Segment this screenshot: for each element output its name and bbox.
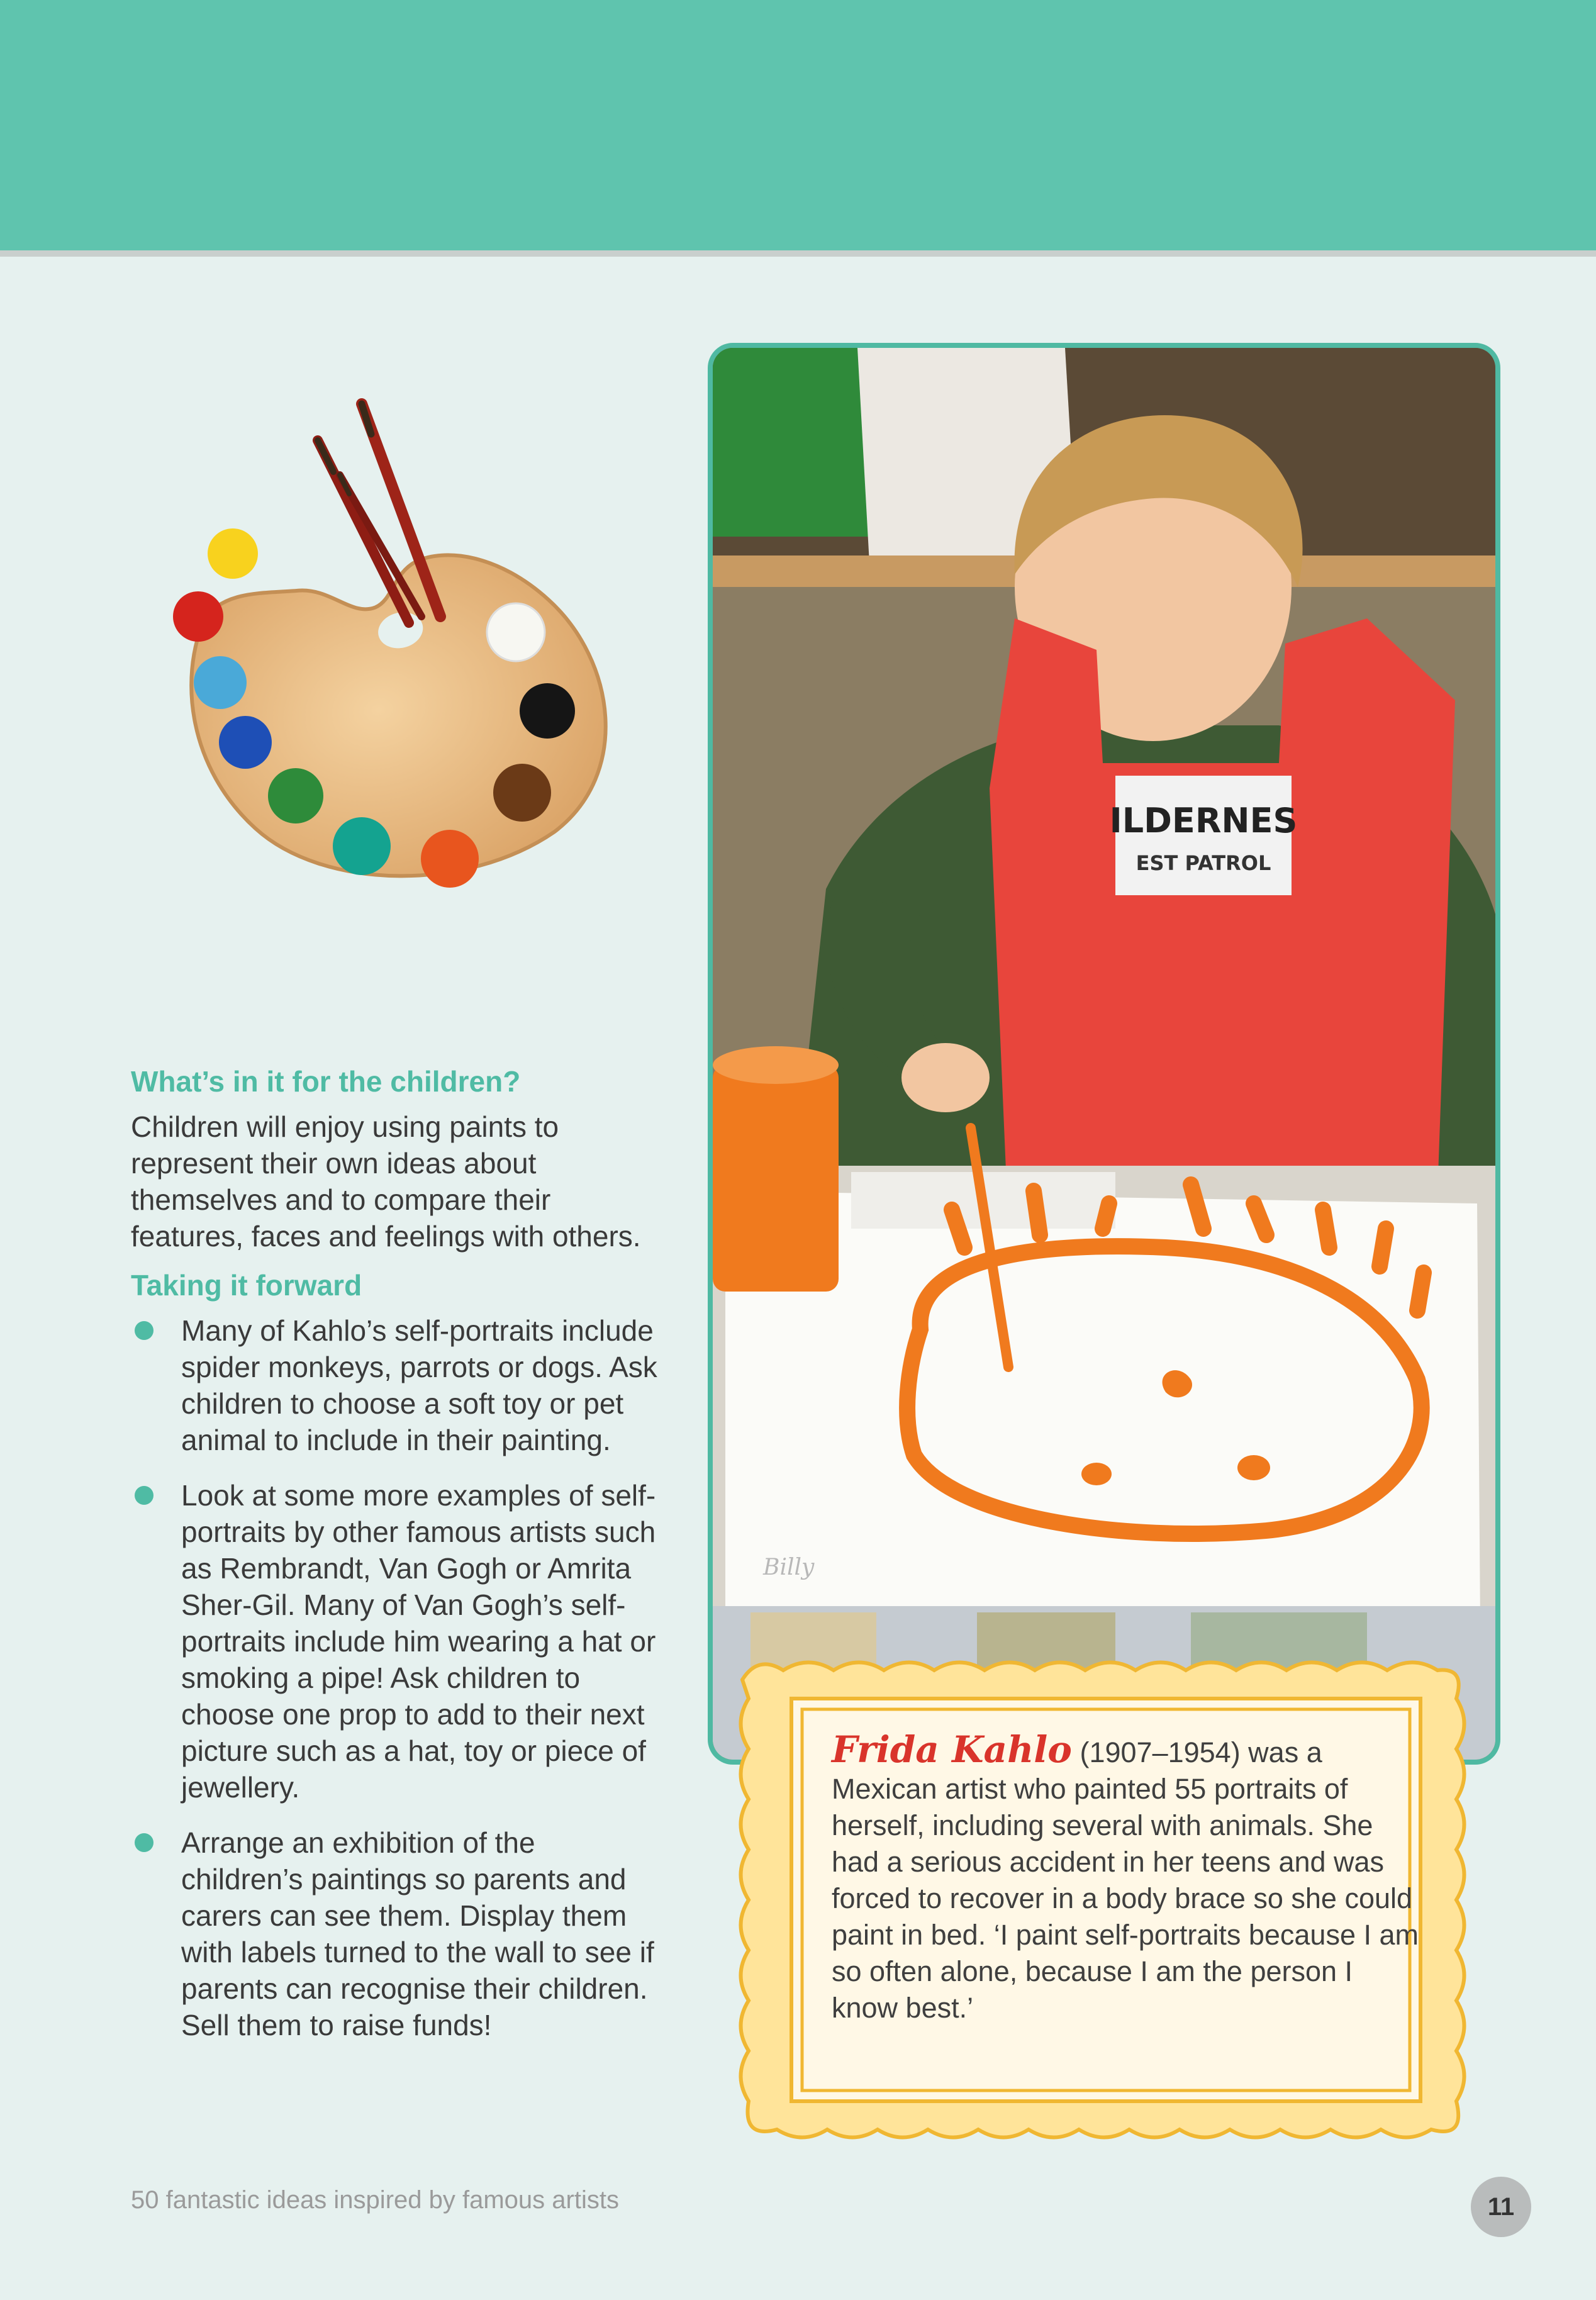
- paint-palette-icon: [145, 390, 623, 944]
- list-item: [131, 1824, 659, 2043]
- section-heading-taking-forward: Taking it forward: [131, 1269, 362, 1302]
- header-band: [0, 0, 1596, 250]
- artist-name: Frida Kahlo: [832, 1728, 1072, 1771]
- list-item-text: Many of Kahlo’s self-portraits include spider monkeys, parrots or dogs. Ask children to choose a soft toy or pet animal to include in their painting.: [181, 1314, 657, 1456]
- list-item: [131, 1312, 659, 1458]
- list-item-text: Look at some more examples of self-portraits by other famous artists such as Rembrandt, Van Gogh or Amrita Sher-Gil. Many of Van Gogh’s self-portraits include him wearing a hat or smoking a pipe! Ask children to choose one prop to add to their next picture such as a hat, toy or piece of jewellery.: [181, 1479, 656, 1804]
- footer-book-title: 50 fantastic ideas inspired by famous artists: [131, 2186, 619, 2214]
- artist-bio: (1907–1954) was a Mexican artist who painted 55 portraits of herself, including several with animals. She had a serious accident in her teens and was forced to recover in a body brace so she could paint in bed. ‘I paint self-portraits because I am so often alone, because I am the person I know best.’: [832, 1736, 1419, 2024]
- tshirt-text-1: ILDERNES: [1109, 801, 1298, 840]
- section-heading-children: What’s in it for the children?: [131, 1065, 521, 1098]
- activity-notes: [131, 1063, 659, 2062]
- bullet-icon: [135, 1321, 153, 1340]
- callout-text: [832, 1728, 1423, 2026]
- list-item-text: Arrange an exhibition of the children’s paintings so parents and carers can see them. Display them with labels turned to the wall to see if parents can recognise their children. Sell them to raise funds!: [181, 1826, 654, 2041]
- section-body-children: Children will enjoy using paints to represent their own ideas about themselves and to compare their features, faces and feelings with others.: [131, 1110, 641, 1253]
- bullet-icon: [135, 1486, 153, 1505]
- tshirt-text-2: EST PATROL: [1136, 851, 1271, 875]
- header-divider: [0, 250, 1596, 257]
- bullet-icon: [135, 1833, 153, 1852]
- artist-callout: [723, 1642, 1478, 2158]
- photo-child-painting: [708, 343, 1500, 1765]
- taking-forward-list: [131, 1312, 659, 2043]
- page-number-badge: 11: [1471, 2177, 1531, 2237]
- list-item: [131, 1477, 659, 1806]
- painting-signature: Billy: [763, 1555, 815, 1580]
